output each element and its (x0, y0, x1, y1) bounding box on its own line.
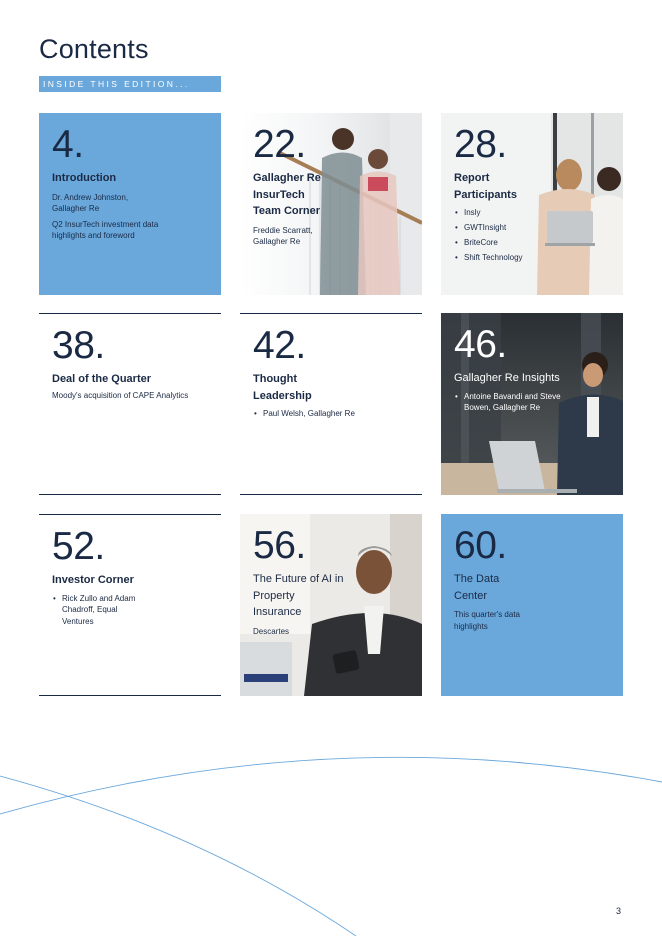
tile-title: Deal of the Quarter (52, 373, 152, 385)
participants-list (454, 207, 617, 264)
page-number-label: 60. (454, 524, 507, 567)
toc-tile-deal-of-quarter[interactable] (39, 313, 221, 495)
toc-tile-investor-corner[interactable] (39, 514, 221, 696)
list-item: • Insly (454, 207, 617, 219)
toc-tile-report-participants[interactable] (441, 113, 623, 295)
tile-description: Moody's acquisition of CAPE Analytics (52, 390, 189, 400)
page-number: 3 (616, 906, 622, 916)
tile-description: Freddie Scarratt, Gallagher Re (253, 225, 313, 246)
page-number-label: 4. (52, 123, 84, 166)
tile-title: Gallagher Re InsurTech Team Corner (253, 172, 321, 217)
page-number-label: 22. (253, 123, 306, 166)
page-number-label: 46. (454, 323, 507, 366)
tile-title: Report Participants (454, 172, 517, 201)
authors-list (253, 408, 416, 420)
tile-description: This quarter's data highlights (454, 610, 521, 631)
page-number-label: 28. (454, 123, 507, 166)
list-item: • BriteCore (454, 237, 617, 249)
tile-title: The Future of AI in Property Insurance (253, 573, 344, 618)
page-number-label: 38. (52, 324, 105, 367)
page-number-label: 56. (253, 524, 306, 567)
list-item: • GWTInsight (454, 222, 617, 234)
list-item: • Shift Technology (454, 252, 617, 264)
section-subtitle-bar: INSIDE THIS EDITION... (39, 76, 221, 92)
tile-title: The Data Center (454, 573, 500, 602)
tile-title: Introduction (52, 172, 117, 184)
authors-list (52, 593, 137, 628)
page-title: Contents (39, 34, 149, 64)
page-number-label: 52. (52, 525, 105, 568)
page-number-label: 42. (253, 324, 306, 367)
list-item: • Antoine Bavandi and Steve Bowen, Gallagher Re (454, 391, 572, 414)
toc-tile-team-corner[interactable] (240, 113, 422, 295)
list-item: • Paul Welsh, Gallagher Re (253, 408, 416, 420)
tile-title: Investor Corner (52, 574, 134, 586)
tile-title: Gallagher Re Insights (454, 372, 560, 384)
toc-tile-introduction[interactable] (39, 113, 221, 295)
toc-tile-gallagher-insights[interactable] (441, 313, 623, 495)
tile-description: Descartes (253, 626, 290, 636)
toc-tile-thought-leadership[interactable] (240, 313, 422, 495)
toc-tile-future-of-ai[interactable] (240, 514, 422, 696)
decorative-arcs (0, 740, 662, 936)
tile-title: Thought Leadership (253, 373, 312, 402)
toc-tile-data-center[interactable] (441, 514, 623, 696)
authors-list (454, 391, 572, 414)
tile-description: Q2 InsurTech investment data highlights and foreword (52, 219, 159, 240)
tile-description: Dr. Andrew Johnston, Gallagher Re (52, 192, 129, 213)
list-item: • Rick Zullo and Adam Chadroff, Equal Ventures (52, 593, 137, 628)
